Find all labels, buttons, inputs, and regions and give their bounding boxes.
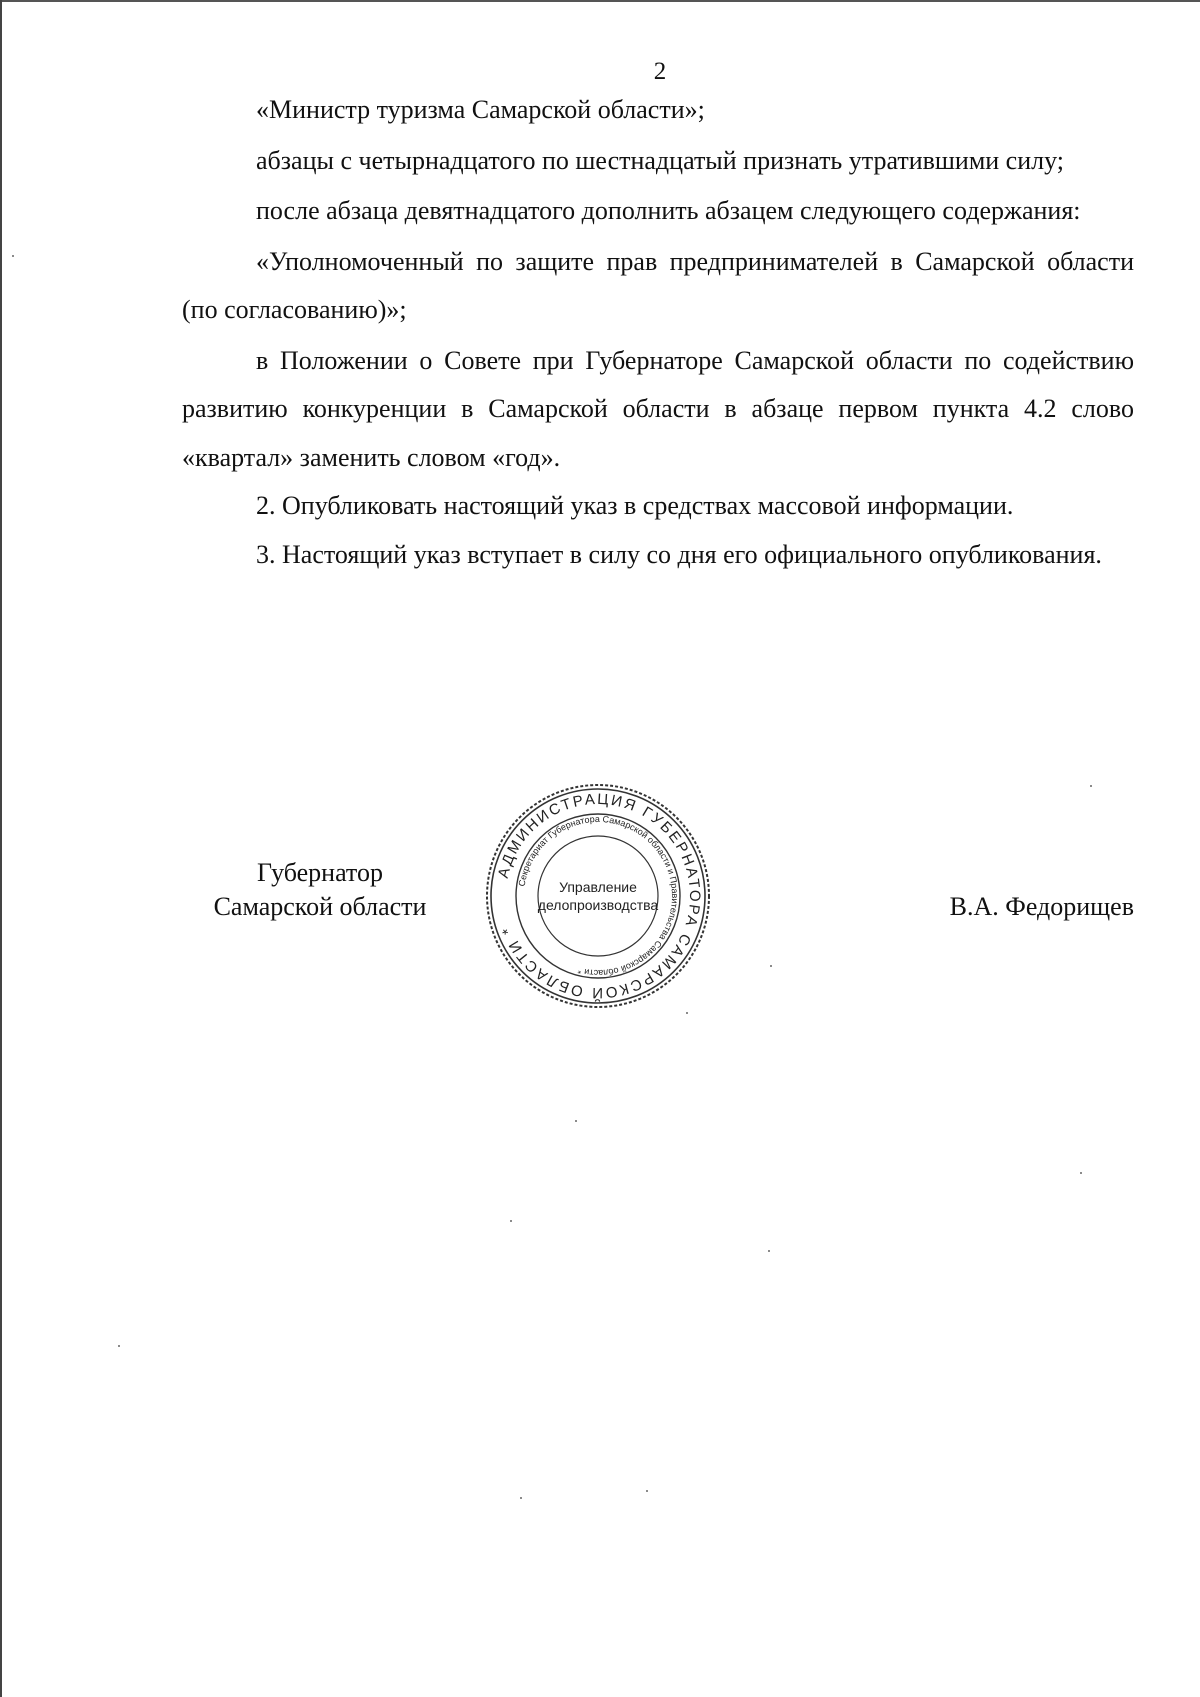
- paragraph-item-2: 2. Опубликовать настоящий указ в средствах массовой информации.: [256, 491, 1014, 520]
- paragraph-upolnomochenny: «Уполномоченный по защите прав предпринимателей в Самарской области (по согласованию)»;: [182, 246, 1134, 324]
- svg-text:Секретариат Губернатора Самарс: Секретариат Губернатора Самарской области и Правительства Самарской области *: [516, 813, 681, 979]
- scan-speck: [575, 1120, 577, 1122]
- paragraph-posle-abzaca: после абзаца девятнадцатого дополнить абзацем следующего содержания:: [256, 196, 1081, 225]
- paragraph-minister: «Министр туризма Самарской области»;: [256, 95, 705, 124]
- signatory-position-line1: Губернатор: [257, 858, 383, 887]
- paragraph-polozhenie: в Положении о Совете при Губернаторе Самарской области по содействию развитию конкуренции в Самарской области в абзаце первом пункта 4.2 слово «квартал» заменить словом «год».: [182, 345, 1134, 472]
- scan-speck: [686, 1012, 688, 1014]
- scan-speck: [520, 1497, 522, 1499]
- scan-speck: [768, 1250, 770, 1252]
- seal-center: [483, 781, 713, 1011]
- seal-center-line2: делопроизводства: [537, 897, 659, 913]
- scan-edge-top: [0, 0, 1200, 2]
- scan-speck: [1080, 1172, 1082, 1174]
- paragraph-abzacy: абзацы с четырнадцатого по шестнадцатый признать утратившими силу;: [256, 145, 1064, 175]
- signatory-position: [180, 856, 460, 924]
- scan-speck: [770, 965, 772, 967]
- seal-center-line1: Управление: [559, 879, 637, 895]
- scan-speck: [118, 1345, 120, 1347]
- paragraph-item-3: 3. Настоящий указ вступает в силу со дня его официального опубликования.: [256, 539, 1102, 569]
- scan-speck: [12, 255, 14, 257]
- official-seal: [483, 781, 713, 1011]
- scan-speck: [510, 1220, 512, 1222]
- scan-speck: [1090, 785, 1092, 787]
- scan-speck: [646, 1490, 648, 1492]
- svg-text:АДМИНИСТРАЦИЯ ГУБЕРНАТОРА САМА: АДМИНИСТРАЦИЯ ГУБЕРНАТОРА САМАРСКОЙ ОБЛАСТИ *: [494, 790, 704, 1002]
- signatory-name: В.А. Федорищев: [949, 892, 1134, 921]
- scan-edge-left: [0, 0, 2, 1697]
- page-number: 2: [653, 58, 667, 85]
- signatory-position-line2: Самарской области: [213, 892, 427, 921]
- document-body: [182, 86, 1134, 579]
